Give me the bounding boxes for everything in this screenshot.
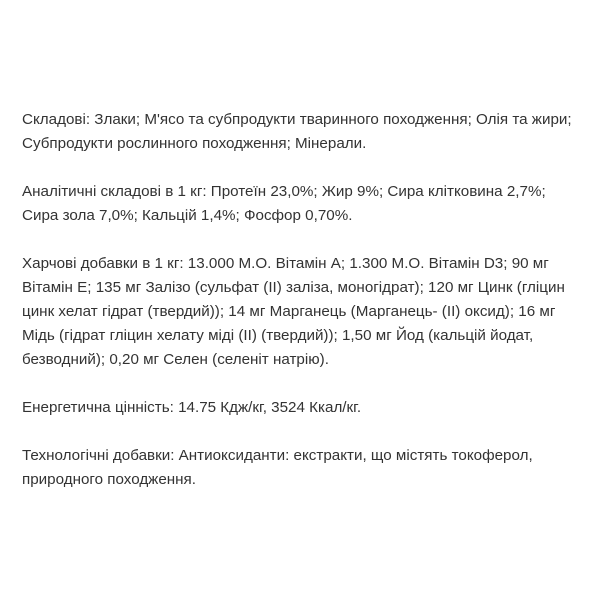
analytical-constituents-paragraph: Аналітичні складові в 1 кг: Протеїн 23,0%; Жир 9%; Сира клітковина 2,7%; Сира зола 7,0%; Кальцій 1,4%; Фосфор 0,70%. <box>22 183 546 224</box>
composition-paragraph: Складові: Злаки; М'ясо та субпродукти тваринного походження; Олія та жири; Субпродукти рослинного походження; Мінерали. <box>22 111 572 152</box>
product-description <box>22 108 582 516</box>
nutritional-additives-paragraph: Харчові добавки в 1 кг: 13.000 М.О. Вітамін А; 1.300 М.О. Вітамін D3; 90 мг Вітамін Е; 135 мг Залізо (сульфат (II) заліза, моногідрат); 120 мг Цинк (гліцин цинк хелат гідрат (твердий)); 14 мг Марганець (Марганець- (II) оксид); 16 мг Мідь (гідрат гліцин хелату міді (II) (твердий)); 1,50 мг Йод (кальцій йодат, безводний); 0,20 мг Селен (селеніт натрію). <box>22 255 565 368</box>
technological-additives-paragraph: Технологічні добавки: Антиоксиданти: екстракти, що містять токоферол, природного походження. <box>22 447 533 488</box>
energy-value-paragraph: Енергетична цінність: 14.75 Кдж/кг, 3524 Ккал/кг. <box>22 399 362 416</box>
